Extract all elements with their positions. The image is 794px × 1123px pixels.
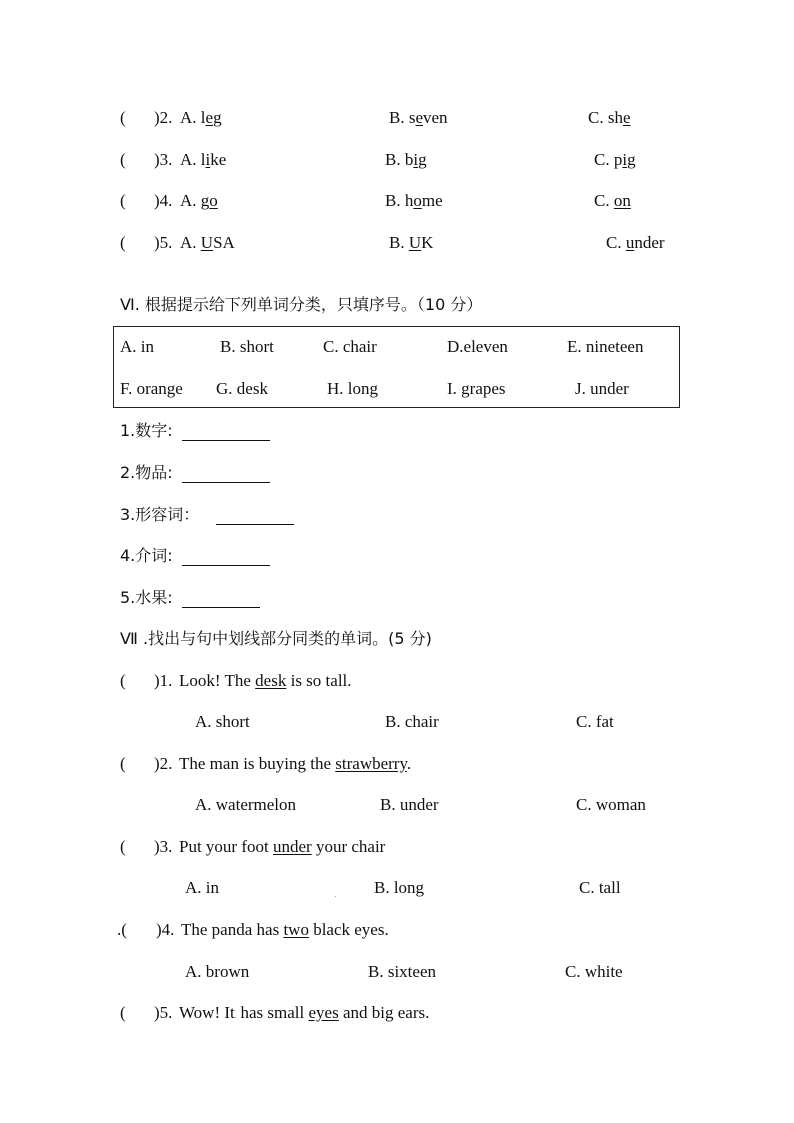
answer-paren[interactable]: ( [120,837,126,856]
option-c: C. pig [594,150,636,169]
word-bank-item: G. desk [216,379,268,398]
question-number: )2. [154,108,173,127]
option-a: A. watermelon [195,795,297,814]
category-label: 4.介词: [120,546,173,565]
option-b: B. under [380,795,439,814]
question-number: )3. [154,150,173,169]
category-label: 2.物品: [120,463,173,482]
option-a: A. go [180,191,218,210]
option-b: B. chair [385,712,439,731]
section-7-title: Ⅶ .找出与句中划线部分同类的单词。(5 分) [120,629,432,648]
option-a: A. leg [180,108,222,127]
question-sentence: The man is buying the strawberry. [179,754,412,773]
question-sentence: Wow! It. has small eyes and big ears. [179,1003,430,1022]
option-c: C. on [594,191,631,210]
category-label: 5.水果: [120,588,173,607]
question-number: )5. [154,233,173,252]
option-a: A. in [185,878,219,897]
question-sentence: The panda has two black eyes. [181,920,389,939]
answer-paren[interactable]: ( [120,108,126,127]
option-c: C. tall [579,878,621,897]
word-bank-item: B. short [220,337,274,356]
question-sentence: Look! The desk is so tall. [179,671,352,690]
question-number: )3. [154,837,173,856]
category-label: 3.形容词： [120,505,200,524]
answer-paren[interactable]: ( [120,1003,126,1022]
word-bank-item: A. in [120,337,154,356]
stray-dot: . [335,893,337,899]
option-c: C. fat [576,712,614,731]
answer-blank[interactable] [216,508,294,525]
word-bank-item: J. under [575,379,629,398]
answer-paren[interactable]: ( [120,150,126,169]
word-bank-item: C. chair [323,337,377,356]
question-number: )2. [154,754,173,773]
answer-blank[interactable] [182,549,270,566]
option-b: B. long [374,878,425,897]
word-bank-item: F. orange [120,379,183,398]
question-sentence: Put your foot under your chair [179,837,386,856]
option-b: B. big [385,150,427,169]
question-number: )1. [154,671,173,690]
option-c: C. white [565,962,623,981]
option-b: B. seven [389,108,448,127]
word-bank-item: D.eleven [447,337,508,356]
option-a: A. short [195,712,250,731]
option-b: B. home [385,191,443,210]
category-label: 1.数字: [120,421,173,440]
option-c: C. woman [576,795,646,814]
option-b: B. sixteen [368,962,436,981]
answer-paren[interactable]: ( [120,191,126,210]
answer-paren[interactable]: ( [120,671,126,690]
option-a: A. USA [180,233,235,252]
question-number: )4. [154,191,173,210]
answer-paren[interactable]: .( [117,920,127,939]
question-number: )4. [156,920,175,939]
answer-blank[interactable] [182,424,270,441]
section-6-title: Ⅵ. 根据提示给下列单词分类，只填序号。（10 分） [120,295,483,314]
answer-paren[interactable]: ( [120,233,126,252]
word-bank-item: I. grapes [447,379,506,398]
option-a: A. brown [185,962,250,981]
question-number: )5. [154,1003,173,1022]
word-bank-item: E. nineteen [567,337,644,356]
answer-blank[interactable] [182,591,260,608]
option-c: C. under [606,233,665,252]
word-bank-item: H. long [327,379,378,398]
option-c: C. she [588,108,631,127]
answer-paren[interactable]: ( [120,754,126,773]
answer-blank[interactable] [182,466,270,483]
option-b: B. UK [389,233,434,252]
option-a: A. like [180,150,227,169]
